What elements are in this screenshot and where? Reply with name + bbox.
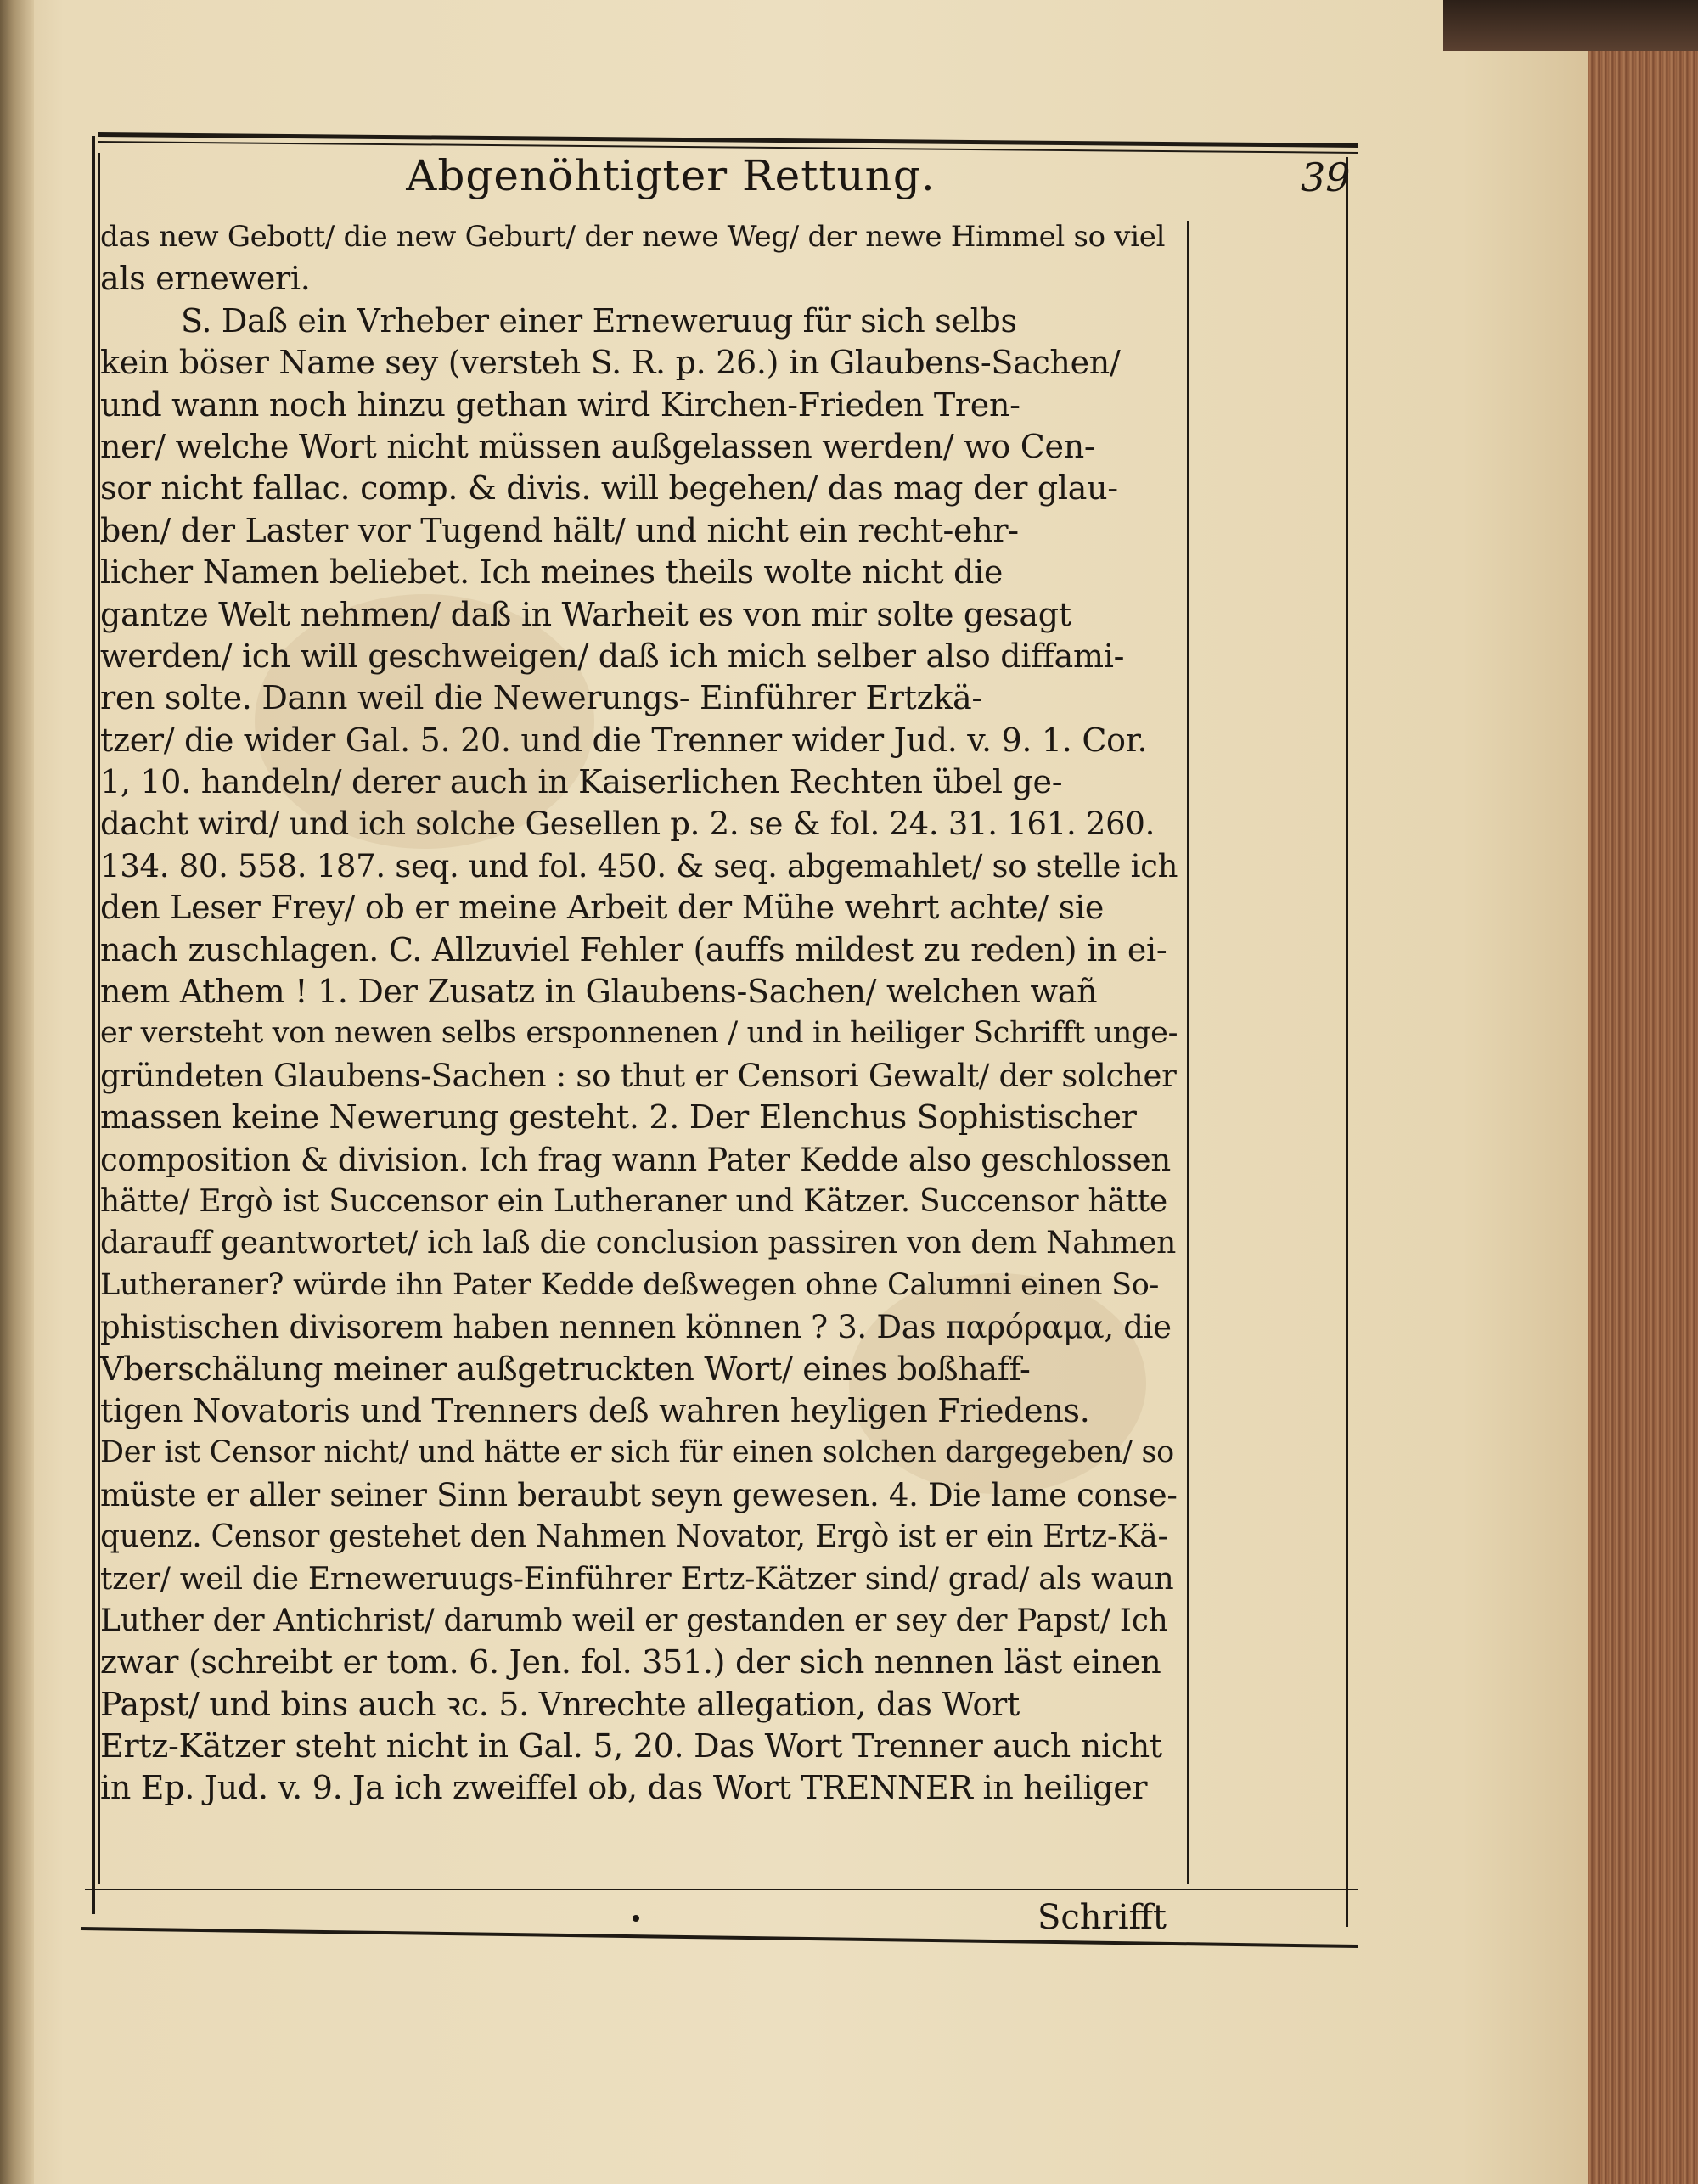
running-head: Abgenöhtigter Rettung. bbox=[406, 151, 936, 200]
text-line: licher Namen beliebet. Ich meines theils wolte nicht die bbox=[100, 553, 1004, 592]
page-number: 39 bbox=[1301, 154, 1351, 200]
text-line: werden/ ich will geschweigen/ daß ich mich selber also diffami- bbox=[100, 637, 1125, 675]
text-line: den Leser Frey/ ob er meine Arbeit der Mühe wehrt achte/ sie bbox=[100, 889, 1105, 927]
text-line: nem Athem ! 1. Der Zusatz in Glaubens-Sachen/ welchen wañ bbox=[100, 973, 1098, 1011]
book-gutter bbox=[0, 0, 34, 2184]
text-line: dacht wird/ und ich solche Gesellen p. 2. se & fol. 24. 31. 161. 260. bbox=[100, 806, 1155, 843]
text-line: nach zuschlagen. C. Allzuviel Fehler (auffs mildest zu reden) in ei- bbox=[100, 930, 1167, 968]
bottom-rule bbox=[85, 1889, 1358, 1890]
text-line: hätte/ Ergò ist Succensor ein Lutheraner und Kätzer. Succensor hätte bbox=[100, 1183, 1167, 1219]
text-line: Ertz-Kätzer steht nicht in Gal. 5, 20. Das Wort Trenner auch nicht bbox=[100, 1727, 1162, 1766]
text-line: 134. 80. 558. 187. seq. und fol. 450. & seq. abgemahlet/ so stelle ich bbox=[100, 847, 1178, 884]
body-text bbox=[100, 216, 1183, 1810]
text-line: tzer/ weil die Erneweruugs-Einführer Ertz-Kätzer sind/ grad/ als waun bbox=[100, 1561, 1174, 1597]
text-line: in Ep. Jud. v. 9. Ja ich zweiffel ob, das Wort TRENNER in heiliger bbox=[100, 1769, 1148, 1807]
text-column-right-rule bbox=[1187, 221, 1189, 1884]
text-line: sor nicht fallac. comp. & divis. will begehen/ das mag der glau- bbox=[100, 469, 1118, 508]
text-line: gründeten Glaubens-Sachen : so thut er Censori Gewalt/ der solcher bbox=[100, 1057, 1177, 1094]
frame-right-rule bbox=[1346, 157, 1348, 1927]
catchword: Schrifft bbox=[1037, 1898, 1167, 1937]
text-line: phistischen divisorem haben nennen können ? 3. Das παρόραμα, die bbox=[100, 1309, 1172, 1346]
text-line: composition & division. Ich frag wann Pater Kedde also geschlossen bbox=[100, 1141, 1171, 1178]
ornament-dot bbox=[633, 1915, 639, 1922]
text-line: ben/ der Laster vor Tugend hält/ und nicht ein recht-ehr- bbox=[100, 511, 1019, 549]
text-line: Luther der Antichrist/ darumb weil er gestanden er sey der Papst/ Ich bbox=[100, 1603, 1168, 1638]
text-line: Vberschälung meiner außgetruckten Wort/ eines boßhaff- bbox=[100, 1350, 1031, 1388]
text-line: massen keine Newerung gesteht. 2. Der Elenchus Sophistischer bbox=[100, 1098, 1137, 1137]
text-line: ren solte. Dann weil die Newerungs- Einführer Ertzkä- bbox=[100, 679, 982, 717]
frame-left-rule bbox=[92, 136, 95, 1914]
book-fore-edge bbox=[1588, 51, 1698, 2184]
text-line: quenz. Censor gestehet den Nahmen Novator, Ergò ist er ein Ertz-Kä- bbox=[100, 1519, 1168, 1555]
text-line: tzer/ die wider Gal. 5. 20. und die Trenner wider Jud. v. 9. 1. Cor. bbox=[100, 721, 1148, 759]
text-line: Papst/ und bins auch ꝛc. 5. Vnrechte allegation, das Wort bbox=[100, 1685, 1020, 1723]
text-line: und wann noch hinzu gethan wird Kirchen-Frieden Tren- bbox=[100, 385, 1020, 424]
text-line: er versteht von newen selbs ersponnenen / und in heiliger Schrifft unge- bbox=[100, 1016, 1178, 1051]
text-line: gantze Welt nehmen/ daß in Warheit es von mir solte gesagt bbox=[100, 595, 1071, 633]
text-line: kein böser Name sey (versteh S. R. p. 26.) in Glaubens-Sachen/ bbox=[100, 344, 1121, 382]
text-line: müste er aller seiner Sinn beraubt seyn gewesen. 4. Die lame conse- bbox=[100, 1476, 1178, 1513]
text-line: Der ist Censor nicht/ und hätte er sich für einen solchen dargegeben/ so bbox=[100, 1435, 1174, 1470]
text-line: Lutheraner? würde ihn Pater Kedde deßwegen ohne Calumni einen So- bbox=[100, 1267, 1160, 1302]
text-line: zwar (schreibt er tom. 6. Jen. fol. 351.) der sich nennen läst einen bbox=[100, 1643, 1161, 1682]
text-line: das new Gebott/ die new Geburt/ der newe Weg/ der newe Himmel so viel bbox=[100, 220, 1166, 254]
text-line: 1, 10. handeln/ derer auch in Kaiserlichen Rechten übel ge- bbox=[100, 763, 1063, 801]
text-line: als erneweri. bbox=[100, 260, 311, 298]
text-line: ner/ welche Wort nicht müssen außgelassen werden/ wo Cen- bbox=[100, 427, 1095, 465]
text-line: darauff geantwortet/ ich laß die conclusion passiren von dem Nahmen bbox=[100, 1226, 1177, 1261]
text-line: S. Daß ein Vrheber einer Erneweruug für sich selbs bbox=[181, 301, 1017, 340]
book-top-edge bbox=[1443, 0, 1698, 51]
text-line: tigen Novatoris und Trenners deß wahren heyligen Friedens. bbox=[100, 1391, 1090, 1429]
